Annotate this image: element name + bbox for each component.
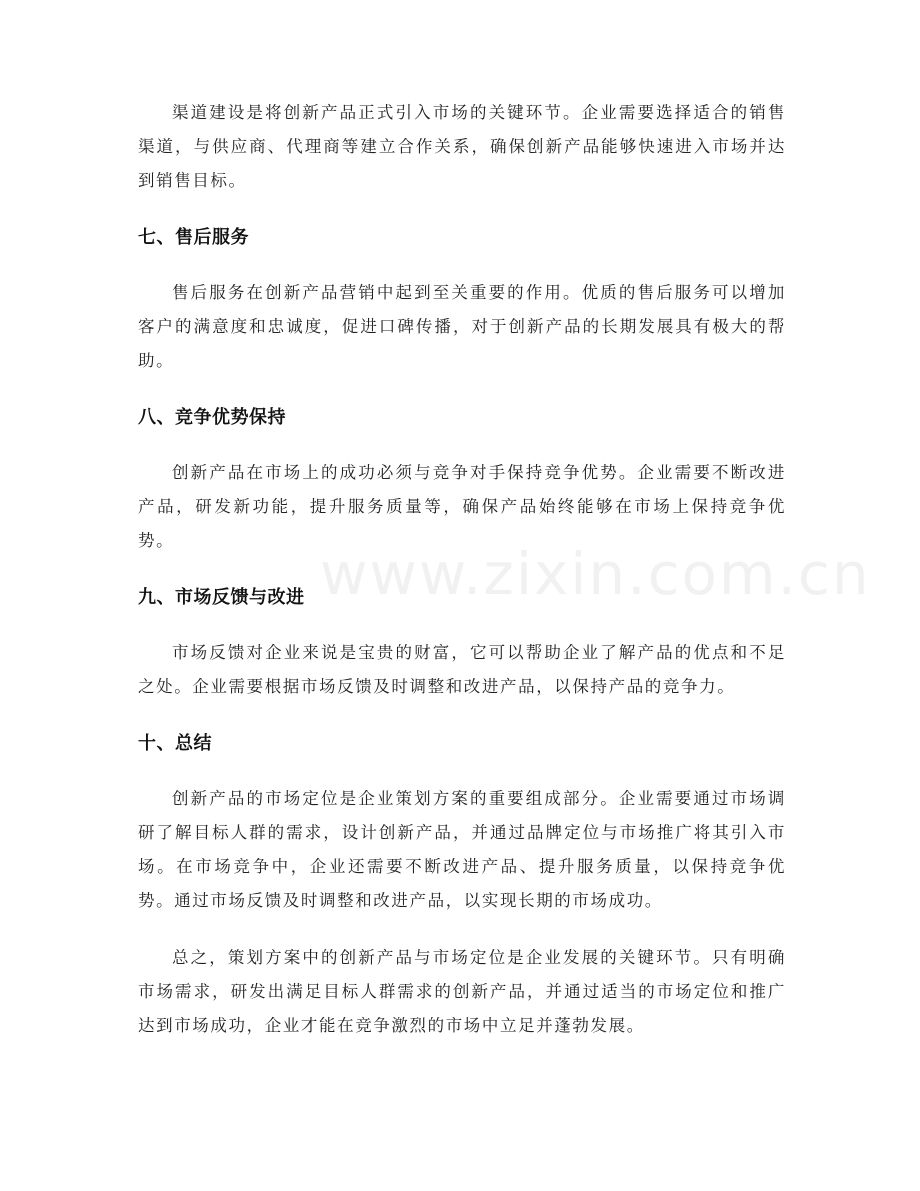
paragraph-market-feedback: 市场反馈对企业来说是宝贵的财富，它可以帮助企业了解产品的优点和不足之处。企业需要根据市场反馈及时调整和改进产品，以保持产品的竞争力。 <box>138 643 786 696</box>
paragraph-summary-1: 创新产品的市场定位是企业策划方案的重要组成部分。企业需要通过市场调研了解目标人群的需求，设计创新产品，并通过品牌定位与市场推广将其引入市场。在市场竞争中，企业还需要不断改进产品、提升服务质量，以保持竞争优势。通过市场反馈及时调整和改进产品，以实现长期的市场成功。 <box>138 789 786 910</box>
paragraph-channel-building: 渠道建设是将创新产品正式引入市场的关键环节。企业需要选择适合的销售渠道，与供应商、代理商等建立合作关系，确保创新产品能够快速进入市场并达到销售目标。 <box>138 103 786 190</box>
paragraph-after-sales-service: 售后服务在创新产品营销中起到至关重要的作用。优质的售后服务可以增加客户的满意度和忠诚度，促进口碑传播，对于创新产品的长期发展具有极大的帮助。 <box>138 283 786 370</box>
paragraph-summary-2: 总之，策划方案中的创新产品与市场定位是企业发展的关键环节。只有明确市场需求，研发出满足目标人群需求的创新产品，并通过适当的市场定位和推广达到市场成功，企业才能在竞争激烈的市场中立足并蓬勃发展。 <box>138 948 786 1035</box>
watermark-text: www.zixin.com.cn <box>320 540 871 608</box>
heading-market-feedback: 九、市场反馈与改进 <box>138 587 305 608</box>
heading-after-sales-service: 七、售后服务 <box>138 227 249 248</box>
document-page <box>138 96 786 1066</box>
paragraph-competitive-advantage: 创新产品在市场上的成功必须与竞争对手保持竞争优势。企业需要不断改进产品，研发新功能，提升服务质量等，确保产品始终能够在市场上保持竞争优势。 <box>138 463 786 550</box>
heading-competitive-advantage: 八、竞争优势保持 <box>138 407 286 428</box>
heading-summary: 十、总结 <box>138 733 212 754</box>
